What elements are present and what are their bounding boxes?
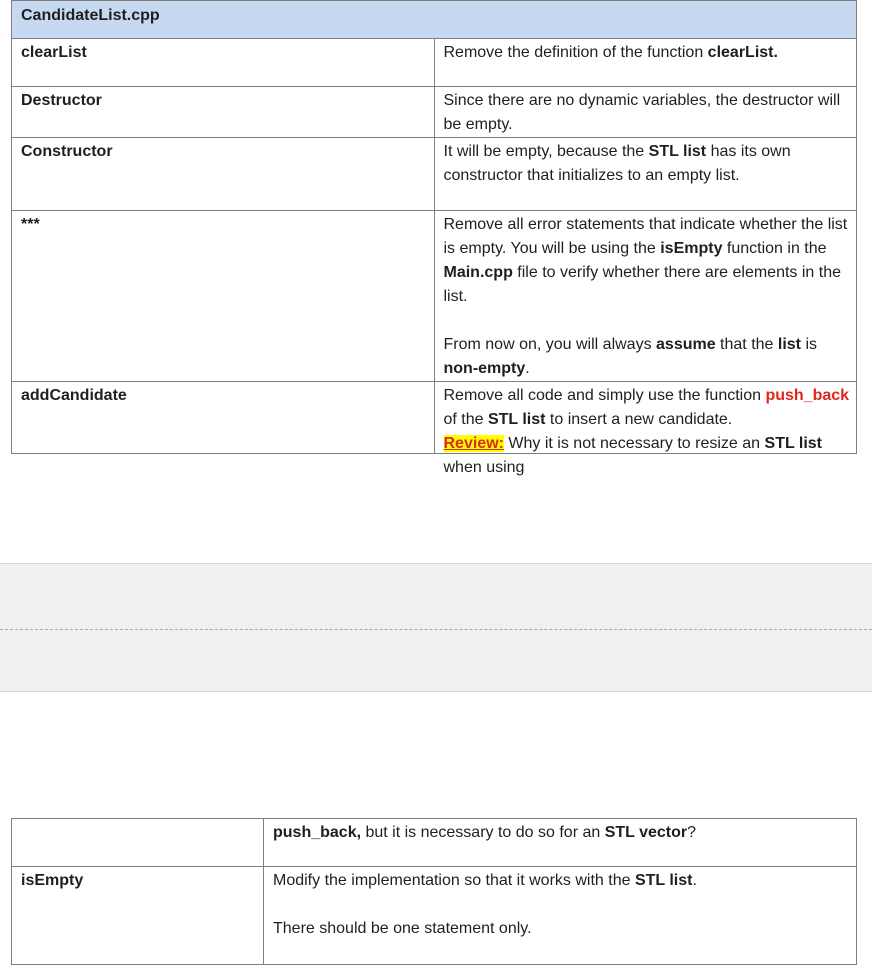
- candidate-list-table-continued: [11, 818, 857, 965]
- row-description: Remove the definition of the function clearList.: [434, 39, 857, 87]
- row-label: isEmpty: [12, 867, 264, 965]
- row-label: [12, 819, 264, 867]
- row-description: Remove all error statements that indicate whether the list is empty. You will be using the isEmpty function in the Main.cpp file to verify whether there are elements in the list. From now on, you will always assume that the list is non-empty.: [434, 211, 857, 382]
- row-label: clearList: [12, 39, 435, 87]
- page-break: [0, 563, 872, 692]
- table-header: CandidateList.cpp: [12, 1, 857, 39]
- row-description: It will be empty, because the STL list has its own constructor that initializes to an empty list.: [434, 138, 857, 211]
- row-label: addCandidate: [12, 382, 435, 454]
- table-row: [12, 382, 857, 454]
- page-break-line: [0, 629, 872, 630]
- candidate-list-table: [11, 0, 857, 476]
- table-row: [12, 867, 857, 965]
- table-row: [12, 138, 857, 211]
- row-description: Since there are no dynamic variables, the destructor will be empty.: [434, 87, 857, 138]
- table-row: [12, 211, 857, 382]
- table-row: [12, 87, 857, 138]
- row-label: Destructor: [12, 87, 435, 138]
- row-label: Constructor: [12, 138, 435, 211]
- row-label: ***: [12, 211, 435, 382]
- review-highlight: Review:: [443, 435, 504, 452]
- row-description: Modify the implementation so that it works with the STL list. There should be one statement only.: [264, 867, 857, 965]
- table-row: [12, 39, 857, 87]
- row-description: push_back, but it is necessary to do so for an STL vector?: [264, 819, 857, 867]
- row-description: Remove all code and simply use the function push_back of the STL list to insert a new candidate. Review: Why it is not necessary to resize an STL list when using: [434, 382, 857, 454]
- table-row: [12, 819, 857, 867]
